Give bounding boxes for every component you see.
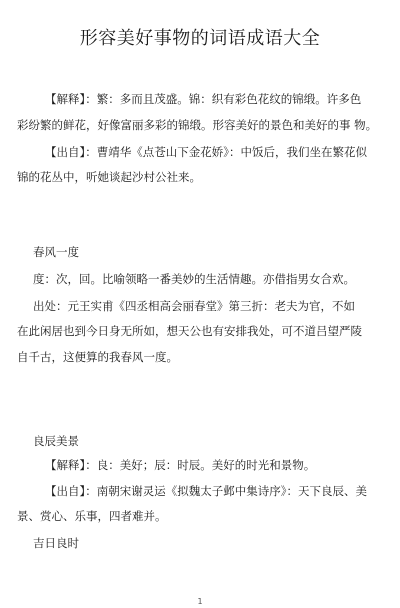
paragraph-line: 度：次，回。比喻领略一番美妙的生活情趣。亦借指男女合欢。 <box>33 272 355 286</box>
paragraph-line: 【解释】：繁：多而且茂盛。锦：织有彩色花纹的锦缎。许多色 <box>45 92 362 106</box>
paragraph-line: 在此闲居也到今日身无所如，想天公也有安排我处，可不道吕望严陵 <box>17 324 362 338</box>
page-title: 形容美好事物的词语成语大全 <box>79 28 321 49</box>
section-heading: 吉日良时 <box>33 536 79 550</box>
page-number: 1 <box>197 597 203 606</box>
paragraph-line: 【出自】：曹靖华《点苍山下金花娇》：中饭后，我们坐在繁花似 <box>45 145 367 159</box>
paragraph-line: 出处：元王实甫《四丞相高会丽春堂》第三折：老夫为官，不如 <box>33 299 355 313</box>
section-heading: 春风一度 <box>33 245 79 259</box>
section-heading: 良辰美景 <box>33 434 79 448</box>
paragraph-line: 【解释】：良：美好；辰：时辰。美好的时光和景物。 <box>45 458 316 472</box>
paragraph-line: 自千古，这便算的我春风一度。 <box>17 350 178 364</box>
paragraph-line: 【出自】：南朝宋谢灵运《拟魏太子邺中集诗序》：天下良辰、美 <box>45 484 367 498</box>
paragraph-line: 景、赏心、乐事，四者难并。 <box>17 509 167 523</box>
paragraph-line: 锦的花丛中，听她谈起沙村公社来。 <box>17 170 201 184</box>
paragraph-line: 彩纷繁的鲜花，好像富丽多彩的锦缎。形容美好的景色和美好的事 物。 <box>17 118 378 132</box>
